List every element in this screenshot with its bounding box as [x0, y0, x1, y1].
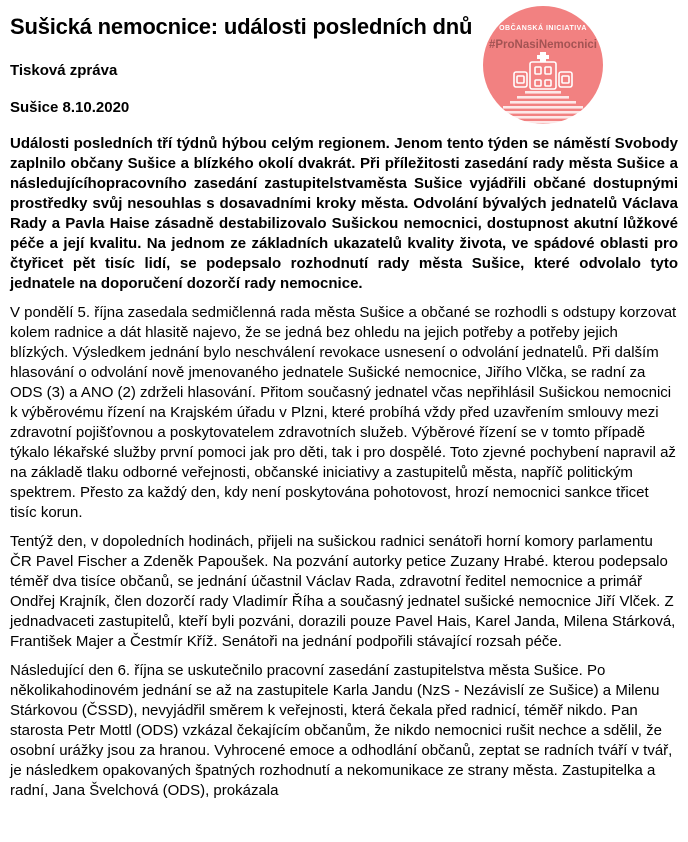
document-body [10, 134, 678, 801]
doc-dateline: Sušice 8.10.2020 [10, 99, 130, 117]
logo-initiative-label: OBČANSKÁ INICIATIVA [499, 25, 587, 32]
paragraph-2: V pondělí 5. října zasedala sedmičlenná rada města Sušice a občané se rozhodli s odstupy korzovat kolem radnice a dát hlasitě najevo, že se jedná bez ohledu na jejich potřeby a potřeby jejich blízkých. Výsledkem jednání bylo neschválení revokace usnesení o odvolání jednatelů. Při dalším hlasování o odvolání nově jmenovaného jednatele Sušické nemocnice, Jiřího Vlčka, se radní za ODS (3) a ANO (2) zdrželi hlasování. Přitom současný jednatel včas nepřihlásil Sušickou nemocnici k výběrovému řízení na Krajském úřadu v Plzni, které probíhá vždy před uzavřením smlouvy mezi zdravotní pojišťovnou a poskytovatelem zdravotních služeb. Výběrové řízení se v tomto případě týkalo lékařské služby první pomoci jak pro děti, tak i pro dospělé. Toto zjevné pochybení napravil až na základě tlaku odborné veřejnosti, občanské iniciativy a zastupitelů města, napříč politickým spektrem. Přesto za každý den, kdy není poskytována pohotovost, hrozí nemocnici sankce třicet tisíc korun. [10, 304, 677, 522]
doc-subtitle: Tisková zpráva [10, 62, 118, 80]
page-title: Sušická nemocnice: události posledních dnů [10, 14, 473, 39]
logo-hashtag: #ProNasiNemocnici [488, 39, 597, 51]
pronasinemocnici-logo [483, 6, 603, 124]
lead-paragraph: Události posledních tří týdnů hýbou celým regionem. Jenom tento týden se náměstí Svobody zaplnilo občany Sušice a blízkého okolí dvakrát. Při příležitosti zasedání rady města Sušice a následujícíhopracovního zasedání zastupitelstvaměsta Sušice vyjádřili občané dostupnými prostředky svůj nesouhlas s dosavadními kroky města. Odvolání bývalých jednatelů Václava Rady a Pavla Haise zásadně destabilizovalo Sušickou nemocnici, dostupnost akutní lůžkové péče a její kvalitu. Na jednom ze základních ukazatelů kvality života, ve spádové oblasti pro čtyřicet pět tisíc lidí, se podepsalo rozhodnutí rady města Sušice, které odvolalo tyto jednatele na doporučení dozorčí rady nemocnice. [10, 135, 678, 293]
paragraph-3: Tentýž den, v dopoledních hodinách, přijeli na sušickou radnici senátoři horní komory parlamentu ČR Pavel Fischer a Zdeněk Papoušek. Na pozvání autorky petice Zuzany Hrabé. kterou podepsalo téměř dva tisíce občanů, se jednání účastnil Václav Rada, zdravotní ředitel nemocnice a primář Ondřej Krajník, člen dozorčí rady Vladimír Říha a současný jednatel sušické nemocnice Jiří Vlček. Z jednadvaceti zastupitelů, kteří byli pozváni, dorazili pouze Pavel Hais, Karel Janda, Milena Stárková, František Majer a Čestmír Kříž. Senátoři na jednání podpořili stávající rozsah péče. [10, 533, 676, 651]
paragraph-4: Následující den 6. října se uskutečnilo pracovní zasedání zastupitelstva města Sušice. Po několikahodinovém jednání se až na zastupitele Karla Jandu (NzS - Nezávislí ze Sušice) a Milenu Stárkovou (ČSSD), nevyjádřil směrem k veřejnosti, která čekala před radnicí, téměř nikdo. Pan starosta Petr Mottl (ODS) vzkázal čekajícím občanům, že nikdo nemocnici rušit nechce a sdělil, že osobní urážky jsou za hranou. Vyhrocené emoce a odhodlání občanů, zeptat se radních tváří v tvář, je následkem opakovaných špatných rozhodnutí a nekomunikace ze strany města. Zastupitelka a radní, Jana Švelchová (ODS), prokázala [10, 662, 673, 800]
